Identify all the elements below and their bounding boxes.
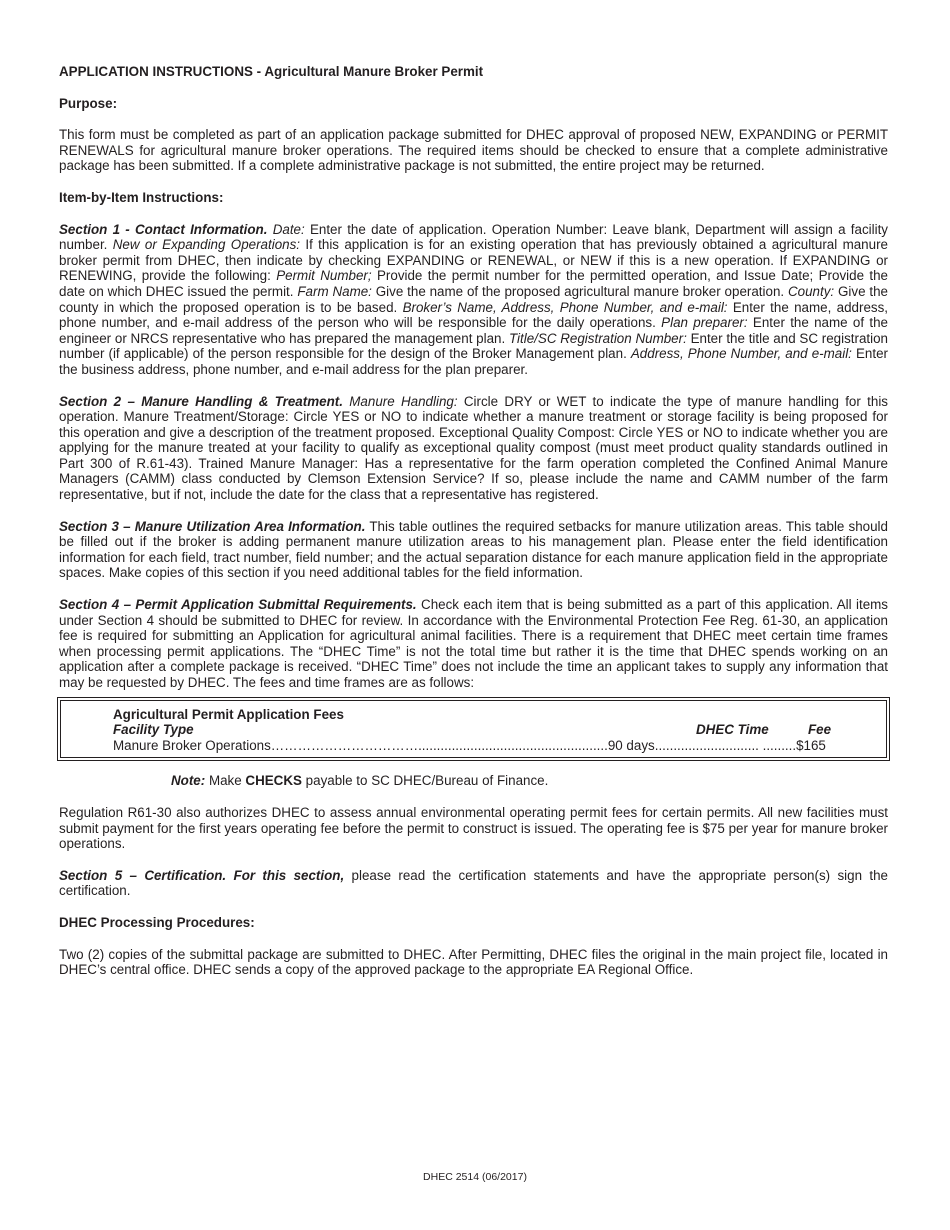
new-or-expanding-label: New or Expanding Operations:	[112, 237, 301, 253]
section-1-label: Section 1 - Contact Information.	[59, 221, 268, 237]
section-5-label: Section 5 – Certification. For this section,	[59, 867, 345, 883]
broker-name-label: Broker’s Name, Address, Phone Number, and e-mail:	[402, 299, 728, 315]
page-title: APPLICATION INSTRUCTIONS - Agricultural Manure Broker Permit	[59, 64, 484, 79]
section-1-paragraph	[59, 222, 888, 378]
checks-word: CHECKS	[245, 773, 302, 789]
checks-note	[171, 773, 888, 789]
section-2-paragraph	[59, 394, 888, 503]
permit-number-label: Permit Number;	[276, 268, 372, 284]
regulation-paragraph: Regulation R61-30 also authorizes DHEC to assess annual environmental operating permit fees for certain permits. All new facilities must submit payment for the first years operating fee before the permit to construct is issued. The operating fee is $75 per year for manure broker operations.	[59, 804, 888, 852]
section-1-text-2: If this application is for an existing operation that has previously obtained a agricultural manure broker permit from DHEC, then indicate by checking EXPANDING or RENEWAL, or NEW if this is a new operation. If EXPANDING or RENEWING, provide the following:	[59, 237, 888, 284]
title-sc-registration-label: Title/SC Registration Number:	[508, 330, 687, 346]
farm-name-label: Farm Name:	[297, 283, 372, 299]
instructions-page	[59, 64, 888, 994]
section-4-label: Section 4 – Permit Application Submittal Requirements.	[59, 597, 417, 613]
note-text-1: Make	[205, 773, 246, 789]
date-label: Date:	[272, 221, 305, 237]
section-3-paragraph	[59, 519, 888, 581]
section-2-label: Section 2 – Manure Handling & Treatment.	[59, 393, 343, 409]
fee-table-heading: Agricultural Permit Application Fees	[113, 706, 344, 722]
section-1-text-8: Enter the title and SC registration number (if applicable) of the person responsible for the design of the Broker Management plan.	[59, 330, 889, 362]
plan-preparer-label: Plan preparer:	[661, 315, 748, 331]
note-text-2: payable to SC DHEC/Bureau of Finance.	[301, 773, 549, 789]
section-1-text-9: Enter the business address, phone number, and e-mail address for the plan preparer.	[59, 346, 888, 377]
fee-table-row: Manure Broker Operations……………………………...................................................90 days............................ .........$165	[113, 737, 826, 753]
section-5-text: please read the certification statements and have the appropriate person(s) sign the certification.	[59, 867, 889, 899]
preparer-address-label: Address, Phone Number, and e-mail:	[630, 346, 852, 362]
dhec-time-header: DHEC Time	[696, 722, 769, 738]
section-4-text: Check each item that is being submitted as a part of this application. All items under Section 4 should be submitted to DHEC for review. In accordance with the Environmental Protection Fee Reg. 61-30, an application fee is required for submitting an Application for agricultural animal facilities. There is a requirement that DHEC meet certain time frames when processing permit applications. The “DHEC Time” is not the total time but rather it is the time that DHEC spends working on an application after a complete package is received. “DHEC Time” does not include the time an applicant takes to supply any information that may be requested by DHEC. The fees and time frames are as follows:	[59, 597, 888, 690]
manure-handling-label: Manure Handling:	[349, 393, 458, 409]
purpose-text: This form must be completed as part of an application package submitted for DHEC approval of proposed NEW, EXPANDING or PERMIT RENEWALS for agricultural manure broker operations. The required items should be checked to ensure that a complete administrative package has been submitted. If a complete administrative package is not submitted, the entire project may be returned.	[59, 127, 888, 174]
section-4-paragraph	[59, 597, 888, 691]
processing-heading: DHEC Processing Procedures:	[59, 914, 255, 930]
section-1-text-1: Enter the date of application. Operation Number: Leave blank, Department will assign a facility number.	[59, 221, 888, 253]
section-3-label: Section 3 – Manure Utilization Area Information.	[59, 518, 366, 534]
processing-text: Two (2) copies of the submittal package are submitted to DHEC. After Permitting, DHEC files the original in the main project file, located in DHEC’s central office. DHEC sends a copy of the approved package to the appropriate EA Regional Office.	[59, 946, 888, 978]
section-1-text-5: Give the county in which the proposed operation is to be based.	[59, 283, 888, 315]
note-label: Note:	[171, 773, 206, 789]
county-label: County:	[787, 283, 835, 299]
fee-table	[57, 697, 890, 762]
purpose-heading: Purpose:	[59, 95, 118, 111]
section-1-text-4: Give the name of the proposed agricultural manure broker operation.	[371, 283, 788, 299]
facility-type-header: Facility Type	[113, 722, 194, 738]
section-5-paragraph	[59, 868, 888, 899]
item-by-item-heading: Item-by-Item Instructions:	[59, 189, 224, 205]
section-3-text: This table outlines the required setbacks for manure utilization areas. This table should be filled out if the broker is adding permanent manure utilization areas to his management plan. Please enter the field identification information for each field, tract number, field number; and the actual separation distance for each manure application field in the appropriate spaces. Make copies of this section if you need additional tables for the field information.	[59, 518, 888, 581]
form-number-footer: DHEC 2514 (06/2017)	[423, 1171, 527, 1183]
fee-table-header-row	[113, 722, 864, 738]
section-2-text: Circle DRY or WET to indicate the type of manure handling for this operation. Manure Treatment/Storage: Circle YES or NO to indicate whether a manure treatment or storage facility is being proposed for this operation and give a description of the treatment proposed. Exceptional Quality Compost: Circle YES or NO to indicate whether you are applying for the manure treated at your facility to qualify as exceptional quality compost (must meet product quality standards outlined in Part 300 of R.61-43). Trained Manure Manager: Has a representative for the farm operation completed the Confined Animal Manure Managers (CAMM) class conducted by Clemson Extension Service? If so, please include the name and CAMM number of the farm representative, but if not, include the date for the class that a representative has registered.	[59, 393, 888, 503]
fee-table-inner	[60, 700, 887, 759]
section-1-text-6: Enter the name, address, phone number, and e-mail address of the person who will be responsible for the daily operations.	[59, 299, 889, 331]
fee-header: Fee	[808, 722, 832, 738]
section-1-text-7: Enter the name of the engineer or NRCS representative who has prepared the management plan.	[59, 315, 888, 346]
section-1-text-3: Provide the permit number for the permitted operation, and Issue Date; Provide the date on which DHEC issued the permit.	[59, 268, 888, 299]
